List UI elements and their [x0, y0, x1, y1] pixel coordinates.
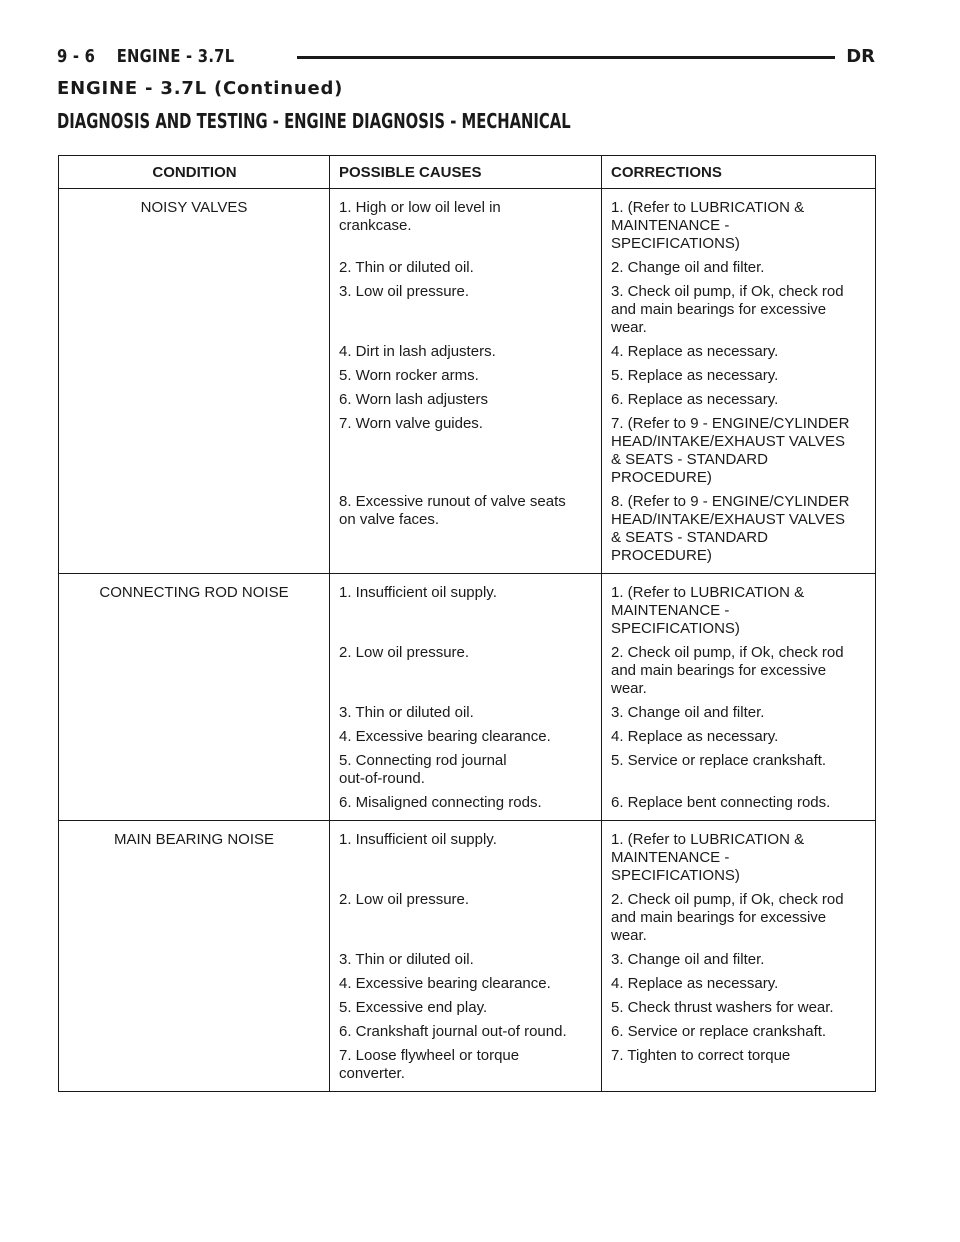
possible-cause-cell: 2. Thin or diluted oil.: [330, 253, 602, 277]
correction-cell: 2. Change oil and filter.: [602, 253, 876, 277]
condition-cell: NOISY VALVES: [59, 189, 330, 254]
condition-cell: MAIN BEARING NOISE: [59, 821, 330, 886]
possible-cause-cell: 5. Worn rocker arms.: [330, 361, 602, 385]
correction-cell: 1. (Refer to LUBRICATION & MAINTENANCE - SPECIFICATIONS): [602, 574, 876, 639]
section-title: DIAGNOSIS AND TESTING - ENGINE DIAGNOSIS - MECHANICAL: [57, 109, 571, 133]
possible-cause-cell: 8. Excessive runout of valve seats on valve faces.: [330, 487, 602, 574]
possible-cause-cell: 5. Connecting rod journal out-of-round.: [330, 746, 602, 788]
possible-cause-cell: 4. Excessive bearing clearance.: [330, 722, 602, 746]
possible-cause-cell: 6. Misaligned connecting rods.: [330, 788, 602, 821]
header-rule: [297, 56, 835, 59]
possible-cause-cell: 6. Crankshaft journal out-of round.: [330, 1017, 602, 1041]
table-body: [59, 189, 876, 1092]
possible-cause-cell: 3. Thin or diluted oil.: [330, 945, 602, 969]
condition-cell: [59, 1017, 330, 1041]
table-row: [59, 385, 876, 409]
possible-cause-cell: 2. Low oil pressure.: [330, 885, 602, 945]
correction-cell: 5. Check thrust washers for wear.: [602, 993, 876, 1017]
correction-cell: 5. Replace as necessary.: [602, 361, 876, 385]
possible-cause-cell: 3. Low oil pressure.: [330, 277, 602, 337]
correction-cell: 4. Replace as necessary.: [602, 969, 876, 993]
table-row: [59, 638, 876, 698]
condition-cell: [59, 746, 330, 788]
condition-cell: [59, 969, 330, 993]
table-row: [59, 487, 876, 574]
column-header-corrections: CORRECTIONS: [602, 156, 876, 189]
column-header-condition: CONDITION: [59, 156, 330, 189]
diagnosis-table: [58, 155, 876, 1092]
correction-cell: 6. Service or replace crankshaft.: [602, 1017, 876, 1041]
possible-cause-cell: 7. Loose flywheel or torque converter.: [330, 1041, 602, 1092]
table-row: [59, 945, 876, 969]
condition-cell: [59, 993, 330, 1017]
page-number-title: 9 - 6 ENGINE - 3.7L: [57, 46, 239, 67]
possible-cause-cell: 1. Insufficient oil supply.: [330, 574, 602, 639]
condition-cell: [59, 409, 330, 487]
table-row: [59, 337, 876, 361]
table-row: [59, 698, 876, 722]
correction-cell: 6. Replace bent connecting rods.: [602, 788, 876, 821]
possible-cause-cell: 5. Excessive end play.: [330, 993, 602, 1017]
condition-cell: [59, 698, 330, 722]
table-row: [59, 993, 876, 1017]
condition-cell: [59, 885, 330, 945]
correction-cell: 2. Check oil pump, if Ok, check rod and main bearings for excessive wear.: [602, 885, 876, 945]
correction-cell: 5. Service or replace crankshaft.: [602, 746, 876, 788]
table-row: [59, 885, 876, 945]
table-row: [59, 253, 876, 277]
table-row: [59, 409, 876, 487]
table-row: [59, 969, 876, 993]
possible-cause-cell: 7. Worn valve guides.: [330, 409, 602, 487]
page-header: [57, 46, 875, 72]
possible-cause-cell: 6. Worn lash adjusters: [330, 385, 602, 409]
condition-cell: [59, 1041, 330, 1092]
table-row: [59, 1017, 876, 1041]
condition-cell: [59, 385, 330, 409]
correction-cell: 6. Replace as necessary.: [602, 385, 876, 409]
condition-cell: [59, 722, 330, 746]
correction-cell: 3. Change oil and filter.: [602, 698, 876, 722]
table-row: [59, 277, 876, 337]
condition-cell: [59, 945, 330, 969]
correction-cell: 1. (Refer to LUBRICATION & MAINTENANCE - SPECIFICATIONS): [602, 189, 876, 254]
correction-cell: 4. Replace as necessary.: [602, 722, 876, 746]
correction-cell: 2. Check oil pump, if Ok, check rod and main bearings for excessive wear.: [602, 638, 876, 698]
condition-cell: [59, 277, 330, 337]
table-row: [59, 1041, 876, 1092]
possible-cause-cell: 4. Excessive bearing clearance.: [330, 969, 602, 993]
correction-cell: 4. Replace as necessary.: [602, 337, 876, 361]
condition-cell: [59, 337, 330, 361]
correction-cell: 8. (Refer to 9 - ENGINE/CYLINDER HEAD/INTAKE/EXHAUST VALVES & SEATS - STANDARD PROCEDURE): [602, 487, 876, 574]
condition-cell: [59, 487, 330, 574]
table-row: [59, 746, 876, 788]
possible-cause-cell: 1. High or low oil level in crankcase.: [330, 189, 602, 254]
correction-cell: 7. (Refer to 9 - ENGINE/CYLINDER HEAD/INTAKE/EXHAUST VALVES & SEATS - STANDARD PROCEDURE): [602, 409, 876, 487]
possible-cause-cell: 1. Insufficient oil supply.: [330, 821, 602, 886]
correction-cell: 7. Tighten to correct torque: [602, 1041, 876, 1092]
table-row: [59, 574, 876, 639]
table-row: [59, 788, 876, 821]
condition-cell: [59, 361, 330, 385]
condition-cell: CONNECTING ROD NOISE: [59, 574, 330, 639]
condition-cell: [59, 253, 330, 277]
table-row: [59, 361, 876, 385]
table-row: [59, 189, 876, 254]
possible-cause-cell: 2. Low oil pressure.: [330, 638, 602, 698]
continued-heading: ENGINE - 3.7L (Continued): [57, 78, 344, 99]
column-header-causes: POSSIBLE CAUSES: [330, 156, 602, 189]
table-row: [59, 821, 876, 886]
possible-cause-cell: 4. Dirt in lash adjusters.: [330, 337, 602, 361]
correction-cell: 3. Change oil and filter.: [602, 945, 876, 969]
condition-cell: [59, 788, 330, 821]
table-header-row: [59, 156, 876, 189]
model-code: DR: [846, 46, 875, 67]
condition-cell: [59, 638, 330, 698]
table-row: [59, 722, 876, 746]
possible-cause-cell: 3. Thin or diluted oil.: [330, 698, 602, 722]
correction-cell: 3. Check oil pump, if Ok, check rod and main bearings for excessive wear.: [602, 277, 876, 337]
correction-cell: 1. (Refer to LUBRICATION & MAINTENANCE - SPECIFICATIONS): [602, 821, 876, 886]
